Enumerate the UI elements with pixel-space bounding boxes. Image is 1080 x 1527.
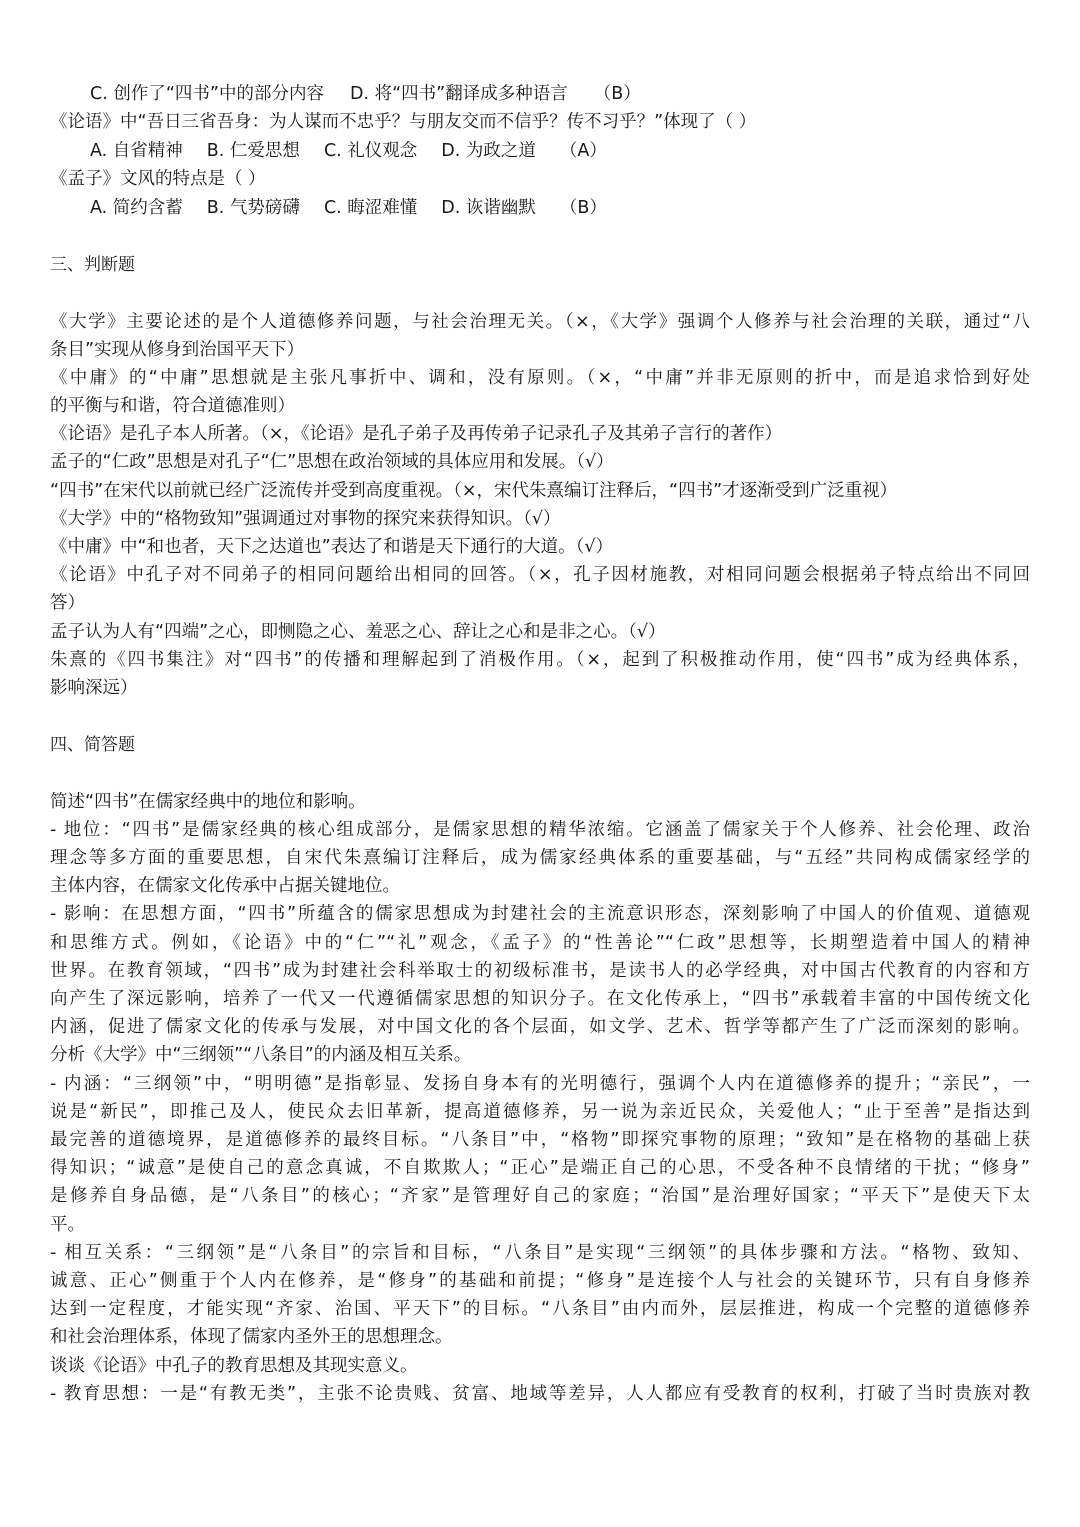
sa-line: 和社会治理体系，体现了儒家内圣外王的思想理念。 xyxy=(50,1327,453,1347)
sa-line: - 相互关系：“三纲领”是“八条目”的宗旨和目标，“八条目”是实现“三纲领”的具体步骤和方法。“格物、致知、 xyxy=(50,1243,1030,1263)
sa-line: 诚意、正心”侧重于个人内在修养，是“修身”的基础和前提；“修身”是连接个人与社会的关键环节，只有自身修养 xyxy=(50,1271,1030,1291)
sa-line: - 内涵：“三纲领”中，“明明德”是指彰显、发扬自身本有的光明德行，强调个人内在道德修养的提升；“亲民”，一 xyxy=(50,1074,1030,1094)
sa-line: 向产生了深远影响，培养了一代又一代遵循儒家思想的知识分子。在文化传承上，“四书”承载着丰富的中国传统文化 xyxy=(50,989,1030,1009)
tf-line: 答） xyxy=(50,593,85,613)
sa-line: 理念等多方面的重要思想，自宋代朱熹编订注释后，成为儒家经典体系的重要基础，与“五经”共同构成儒家经学的 xyxy=(50,848,1030,868)
q3-option-a: A. 简约含蓄 xyxy=(90,198,183,218)
sa-line: 达到一定程度，才能实现“齐家、治国、平天下”的目标。“八条目”由内而外，层层推进，构成一个完整的道德修养 xyxy=(50,1299,1030,1319)
sa-line: 得知识；“诚意”是使自己的意念真诚，不自欺欺人；“正心”是端正自己的心思，不受各种不良情绪的干扰；“修身” xyxy=(50,1158,1030,1178)
sa-line: 最完善的道德境界，是道德修养的最终目标。“八条目”中，“格物”即探究事物的原理；“致知”是在格物的基础上获 xyxy=(50,1130,1030,1150)
q1-option-d: D. 将“四书”翻译成多种语言 xyxy=(349,84,568,104)
q1-option-c: C. 创作了“四书”中的部分内容 xyxy=(90,84,324,104)
tf-line: 的平衡与和谐，符合道德准则） xyxy=(50,396,295,416)
tf-line: 《大学》主要论述的是个人道德修养问题，与社会治理无关。（×，《大学》强调个人修养与社会治理的关联，通过“八 xyxy=(50,312,1030,332)
tf-line: 《论语》中孔子对不同弟子的相同问题给出相同的回答。（×，孔子因材施教，对相同问题会根据弟子特点给出不同回 xyxy=(50,565,1030,585)
q1-answer: （B） xyxy=(593,84,641,104)
section-heading-true-false: 三、判断题 xyxy=(50,255,135,275)
q2-answer: （A） xyxy=(559,141,607,161)
q2-options-line xyxy=(50,137,1070,165)
q1-options-line xyxy=(50,80,1070,108)
sa-line: 内涵，促进了儒家文化的传承与发展，对中国文化的各个层面，如文学、艺术、哲学等都产生了广泛而深刻的影响。 xyxy=(50,1017,1030,1037)
sa-line: 是修养自身品德，是“八条目”的核心；“齐家”是管理好自己的家庭；“治国”是治理好国家；“平天下”是使天下太 xyxy=(50,1186,1030,1206)
sa-line: - 教育思想：一是“有教无类”，主张不论贵贱、贫富、地域等差异，人人都应有受教育的权利，打破了当时贵族对教 xyxy=(50,1384,1030,1404)
q3-answer: （B） xyxy=(559,198,607,218)
sa-line: 谈谈《论语》中孔子的教育思想及其现实意义。 xyxy=(50,1356,418,1376)
q2-option-c: C. 礼仪观念 xyxy=(323,141,418,161)
sa-line: - 地位：“四书”是儒家经典的核心组成部分，是儒家思想的精华浓缩。它涵盖了儒家关于个人修养、社会伦理、政治 xyxy=(50,820,1030,840)
q2-option-a: A. 自省精神 xyxy=(90,141,183,161)
sa-line: 世界。在教育领域，“四书”成为封建社会科举取士的初级标准书，是读书人的必学经典，对中国古代教育的内容和方 xyxy=(50,961,1030,981)
sa-line: 说是“新民”，即推己及人，使民众去旧革新，提高道德修养，另一说为亲近民众，关爱他人；“止于至善”是指达到 xyxy=(50,1102,1030,1122)
tf-line: 孟子认为人有“四端”之心，即恻隐之心、羞恶之心、辞让之心和是非之心。（√） xyxy=(50,622,666,642)
tf-line: 《中庸》中“和也者，天下之达道也”表达了和谐是天下通行的大道。（√） xyxy=(50,537,614,557)
q3-option-b: B. 气势磅礴 xyxy=(206,198,300,218)
q2-option-b: B. 仁爱思想 xyxy=(206,141,300,161)
q3-option-d: D. 诙谐幽默 xyxy=(441,198,536,218)
sa-line: - 影响：在思想方面，“四书”所蕴含的儒家思想成为封建社会的主流意识形态，深刻影响了中国人的价值观、道德观 xyxy=(50,904,1030,924)
q3-stem: 《孟子》文风的特点是（ ） xyxy=(50,169,266,189)
tf-line: 影响深远） xyxy=(50,678,138,698)
sa-line: 分析《大学》中“三纲领”“八条目”的内涵及相互关系。 xyxy=(50,1045,472,1065)
tf-line: 孟子的“仁政”思想是对孔子“仁”思想在政治领域的具体应用和发展。（√） xyxy=(50,452,614,472)
section-heading-short-answer: 四、简答题 xyxy=(50,735,135,755)
sa-line: 主体内容，在儒家文化传承中占据关键地位。 xyxy=(50,876,400,896)
q3-options-line xyxy=(50,194,1070,222)
tf-line: 条目”实现从修身到治国平天下） xyxy=(50,340,305,360)
sa-line: 简述“四书”在儒家经典中的地位和影响。 xyxy=(50,792,366,812)
tf-line: 《大学》中的“格物致知”强调通过对事物的探究来获得知识。（√） xyxy=(50,509,561,529)
q3-option-c: C. 晦涩难懂 xyxy=(323,198,418,218)
q2-option-d: D. 为政之道 xyxy=(441,141,536,161)
tf-line: “四书”在宋代以前就已经广泛流传并受到高度重视。（×，宋代朱熹编订注释后，“四书”才逐渐受到广泛重视） xyxy=(50,481,898,501)
tf-line: 《论语》是孔子本人所著。（×，《论语》是孔子弟子及再传弟子记录孔子及其弟子言行的著作） xyxy=(50,424,783,444)
tf-line: 朱熹的《四书集注》对“四书”的传播和理解起到了消极作用。（×，起到了积极推动作用，使“四书”成为经典体系， xyxy=(50,650,1030,670)
tf-line: 《中庸》的“中庸”思想就是主张凡事折中、调和，没有原则。（×，“中庸”并非无原则的折中，而是追求恰到好处 xyxy=(50,368,1030,388)
sa-line: 和思维方式。例如，《论语》中的“仁”“礼”观念，《孟子》的“性善论”“仁政”思想等，长期塑造着中国人的精神 xyxy=(50,933,1030,953)
q2-stem: 《论语》中“吾日三省吾身：为人谋而不忠乎？与朋友交而不信乎？传不习乎？”体现了（ ） xyxy=(50,112,757,132)
sa-line: 平。 xyxy=(50,1215,85,1235)
